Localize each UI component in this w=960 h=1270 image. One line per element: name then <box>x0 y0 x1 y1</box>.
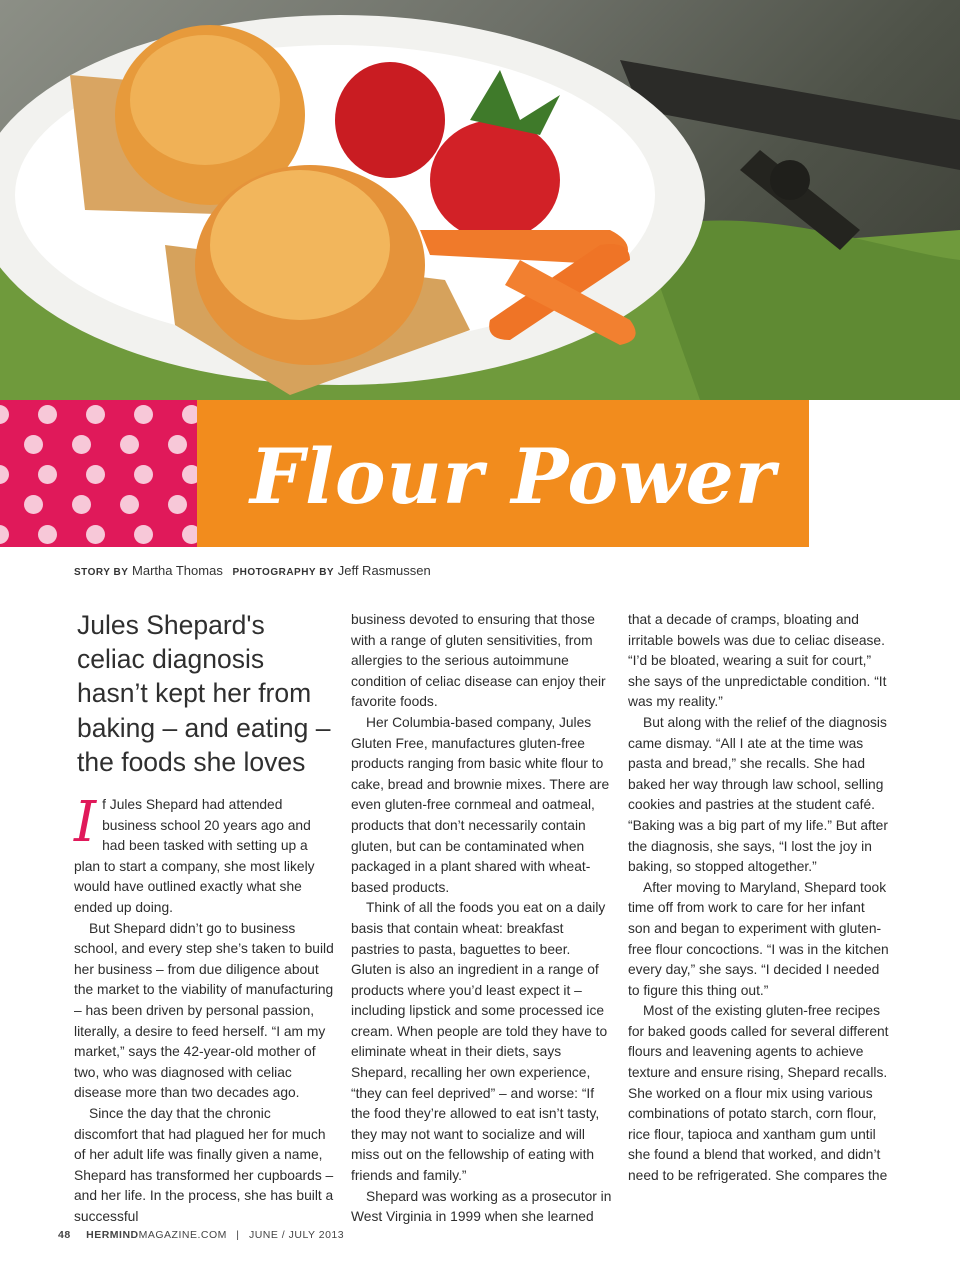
polka-dot <box>182 405 197 424</box>
polka-dot <box>182 465 197 484</box>
polka-dot <box>0 465 9 484</box>
paragraph: After moving to Maryland, Shepard took time off from work to care for her infant son and began to experiment with gluten-free flour concoctions. “I was in the kitchen every day,” she says. “I decided I needed to figure this thing out.” <box>628 879 889 998</box>
paragraph: But Shepard didn’t go to business school, and every step she’s taken to build her business – from due diligence about the market to the viability of manufacturing – has been driven by personal passion, literally, a desire to feed herself. “I am my market,” says the 42-year-old mother of two, who was diagnosed with celiac disease more than two decades ago. <box>74 920 334 1101</box>
paragraph: that a decade of cramps, bloating and irritable bowels was due to celiac disease. “I’d be bloated, wearing a suit for court,” she says of the unpredictable condition. “It was my reality.” <box>628 612 887 710</box>
body-column-2 <box>351 610 613 1228</box>
polka-dot <box>120 495 139 514</box>
paragraph: business devoted to ensuring that those with a range of gluten sensitivities, from allergies to the serious autoimmune condition of celiac disease can enjoy their favorite foods. <box>351 612 606 710</box>
polka-dot <box>24 435 43 454</box>
polka-dot <box>86 525 105 544</box>
lead-text: f Jules Shepard had attended business school 20 years ago and had been tasked with setting up a plan to start a company, she most likely would have outlined exactly what she ended up doing. <box>74 797 315 915</box>
drop-cap: I <box>74 790 97 855</box>
lead-paragraph <box>74 790 336 919</box>
polka-dot <box>134 405 153 424</box>
paragraph: But along with the relief of the diagnosis came dismay. “All I ate at the time was pasta and bread,” she recalls. She had baked her way through law school, selling cookies and pastries at the student café. “Baking was a big part of my life.” But after the diagnosis, she says, “I lost the joy in baking, so stopped altogether.” <box>628 714 888 875</box>
body-column-3 <box>628 610 890 1187</box>
body-column-1 <box>74 790 336 1227</box>
polka-dot <box>38 525 57 544</box>
page-number: 48 <box>58 1229 71 1241</box>
article-title: Flour Power <box>250 432 776 521</box>
polka-dot <box>0 405 9 424</box>
polka-dot <box>24 495 43 514</box>
polka-dot <box>72 495 91 514</box>
polka-dot <box>86 405 105 424</box>
polka-dot <box>0 525 9 544</box>
paragraph: Her Columbia-based company, Jules Gluten Free, manufactures gluten-free products ranging from basic white flour to cake, bread and brownie mixes. There are even gluten-free cornmeal and oatmeal, products that don’t necessarily contain gluten, but can be contaminated when packaged in a plant shared with wheat-based products. <box>351 714 610 895</box>
polka-dot <box>38 465 57 484</box>
photography-by-label: PHOTOGRAPHY BY <box>232 567 335 578</box>
polka-dot <box>120 435 139 454</box>
food-photo-illustration <box>0 0 960 400</box>
site-name-tld: .COM <box>197 1229 227 1241</box>
photographer: Jeff Rasmussen <box>337 563 431 578</box>
byline <box>74 563 437 578</box>
polka-dot <box>72 435 91 454</box>
story-by-label: STORY BY <box>74 567 129 578</box>
site-name-mid: MAGAZINE <box>138 1229 198 1241</box>
food-photo <box>0 0 960 400</box>
site-name-bold: HERMIND <box>86 1229 139 1241</box>
polka-dot <box>182 525 197 544</box>
footer-separator: | <box>236 1229 240 1241</box>
story-author: Martha Thomas <box>132 563 223 578</box>
paragraph: Shepard was working as a prosecutor in West Virginia in 1999 when she learned <box>351 1188 612 1225</box>
polka-dot <box>134 525 153 544</box>
polka-dot <box>168 435 187 454</box>
page-footer <box>58 1229 344 1241</box>
paragraph: Since the day that the chronic discomfort that had plagued her for much of her adult life was finally given a name, Shepard has transformed her cupboards – and her life. In the process, she has built a successful <box>74 1105 334 1224</box>
polka-dot <box>168 495 187 514</box>
polka-dot <box>86 465 105 484</box>
polka-dot <box>38 405 57 424</box>
article-deck: Jules Shepard's celiac diagnosis hasn’t kept her from baking – and eating – the foods she loves <box>77 610 331 777</box>
polka-dot <box>134 465 153 484</box>
paragraph: Think of all the foods you eat on a daily basis that contain wheat: breakfast pastries to pasta, baguettes to beer. Gluten is also an ingredient in a range of products where you’d least expect it – including lipstick and some processed ice cream. When people are told they have to eliminate wheat in their diets, says Shepard, recalling her own experience, “they can feel deprived” – and worse: “If the food they’re allowed to eat isn’t tasty, they may not want to socialize and will miss out on the fellowship of eating with friends and family.” <box>351 900 608 1184</box>
paragraph: Most of the existing gluten-free recipes for baked goods called for several different flours and leavening agents to achieve texture and ensure rising, Shepard recalls. She worked on a flour mix using various combinations of potato starch, corn flour, rice flour, tapioca and xantham gum until she found a blend that worked, and didn’t need to be refrigerated. She compares the <box>628 1003 889 1184</box>
polka-dot-panel <box>0 400 197 547</box>
issue-date: JUNE / JULY 2013 <box>248 1229 345 1241</box>
